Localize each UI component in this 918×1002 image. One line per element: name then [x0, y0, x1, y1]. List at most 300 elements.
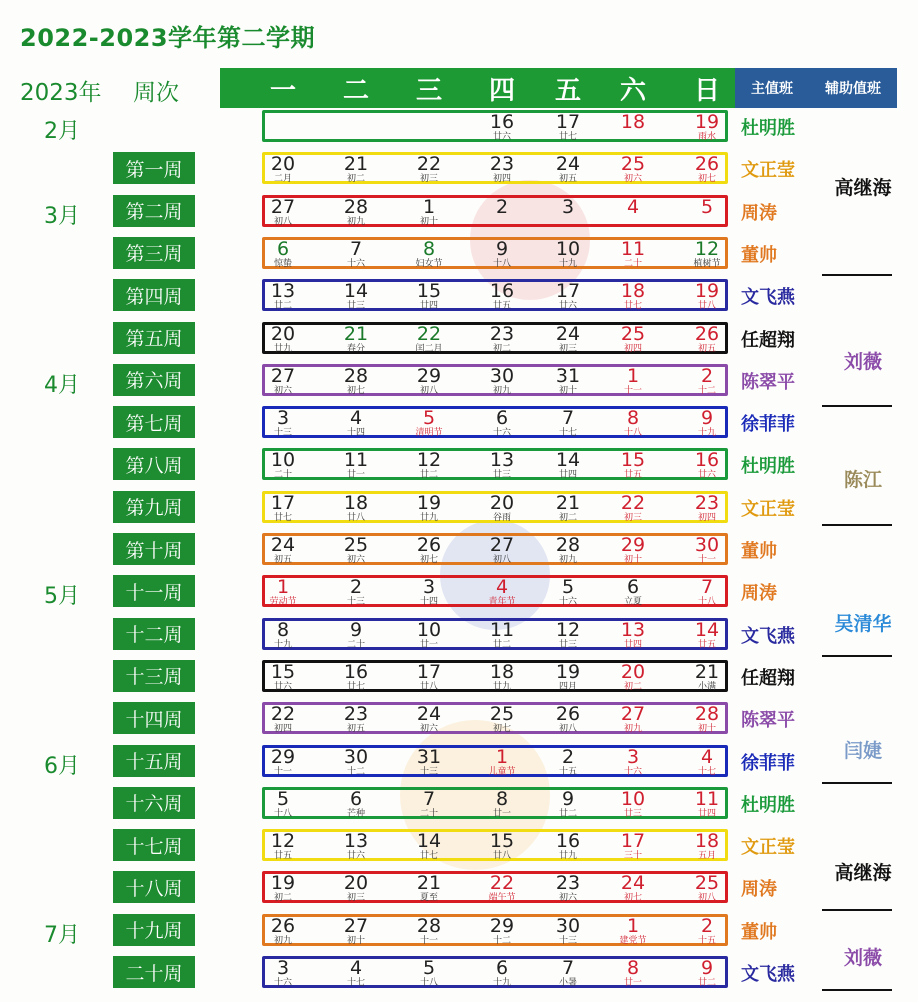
day-number: 24: [416, 703, 442, 726]
day-cell: [472, 747, 532, 777]
lunar-date: 三十: [623, 851, 642, 862]
main-duty-name: 徐菲菲: [741, 752, 795, 774]
lunar-date: 初六: [623, 174, 642, 185]
lunar-date: 廿二: [419, 470, 438, 481]
day-number: 21: [416, 872, 442, 895]
day-cell: [399, 197, 459, 227]
week-label: 第四周: [113, 279, 195, 311]
day-number: 6: [495, 407, 509, 430]
day-cell: [399, 493, 459, 523]
day-cell: [538, 281, 598, 311]
day-number: 2: [561, 745, 575, 768]
day-number: 27: [489, 534, 515, 556]
lunar-date: 初十: [346, 935, 365, 946]
day-cell: [472, 958, 532, 988]
lunar-date: 廿八: [492, 851, 511, 862]
lunar-date: 小满: [697, 681, 716, 692]
assist-duty-name: 刘薇: [843, 350, 882, 373]
day-cell: [253, 916, 313, 946]
weekday-header-1: 一: [269, 76, 296, 106]
day-number: 12: [270, 830, 296, 853]
day-number: 7: [349, 237, 363, 260]
day-number: 3: [626, 745, 640, 768]
day-cell: [603, 747, 663, 777]
day-cell: [677, 366, 737, 396]
day-number: 17: [270, 491, 296, 514]
lunar-date: 十一: [273, 766, 292, 777]
lunar-date: 廿四: [419, 301, 438, 312]
week-label: 十四周: [113, 702, 195, 734]
week-label: 第九周: [113, 491, 195, 523]
day-cell: [677, 154, 737, 184]
lunar-date: 初四: [697, 512, 716, 523]
day-number: 4: [495, 576, 509, 599]
day-number: 23: [489, 322, 515, 345]
day-number: 16: [489, 280, 515, 303]
day-number: 28: [694, 703, 720, 726]
lunar-date: 青年节: [488, 597, 516, 608]
day-cell: [538, 704, 598, 734]
lunar-date: 廿三: [492, 470, 511, 481]
day-cell: [677, 704, 737, 734]
week-label: 第十周: [113, 533, 195, 565]
day-cell: [538, 831, 598, 861]
day-number: 4: [626, 195, 640, 218]
day-cell: [472, 281, 532, 311]
lunar-date: 廿三: [623, 808, 642, 819]
day-cell: [472, 450, 532, 480]
day-number: 23: [694, 491, 720, 514]
lunar-date: 廿四: [558, 470, 577, 481]
lunar-date: 十八: [623, 428, 642, 439]
day-number: 21: [343, 153, 369, 176]
day-cell: [538, 577, 598, 607]
assist-separator-line: [822, 655, 892, 657]
day-cell: [399, 831, 459, 861]
main-duty-name: 文飞燕: [741, 964, 795, 985]
day-cell: [399, 789, 459, 819]
day-cell: [677, 620, 737, 650]
day-number: 14: [694, 618, 720, 641]
day-cell: [677, 450, 737, 480]
main-duty-name: 任超翔: [741, 329, 795, 351]
day-number: 25: [620, 322, 646, 345]
day-cell: [603, 154, 663, 184]
lunar-date: 十六: [273, 978, 292, 988]
month-label: 6月: [44, 753, 80, 779]
day-number: 2: [700, 364, 714, 387]
day-number: 9: [561, 787, 575, 810]
day-cell: [253, 408, 313, 438]
lunar-date: 春分: [346, 343, 365, 354]
day-cell: [538, 958, 598, 988]
day-number: 17: [620, 830, 646, 853]
day-cell: [603, 873, 663, 903]
day-cell: [326, 789, 386, 819]
lunar-date: 惊蛰: [273, 258, 292, 269]
day-cell: [253, 958, 313, 988]
day-number: 3: [276, 407, 290, 430]
main-duty-name: 陈翠平: [741, 371, 795, 393]
assist-separator-line: [822, 782, 892, 784]
month-label: 7月: [44, 922, 80, 948]
day-number: 13: [270, 280, 296, 303]
lunar-date: 十六: [346, 258, 365, 269]
lunar-date: 十二: [346, 766, 365, 777]
day-cell: [472, 535, 532, 565]
lunar-date: 初五: [697, 343, 716, 354]
lunar-date: 十二: [492, 935, 511, 946]
week-label: 第二周: [113, 195, 195, 227]
lunar-date: 初五: [273, 555, 292, 565]
day-cell: [326, 324, 386, 354]
day-cell: [399, 577, 459, 607]
day-cell: [538, 324, 598, 354]
main-duty-name: 周涛: [741, 202, 777, 224]
day-cell: [603, 535, 663, 565]
lunar-date: 端午节: [488, 893, 516, 904]
day-cell: [326, 281, 386, 311]
day-number: 9: [495, 237, 509, 260]
day-number: 24: [555, 322, 581, 345]
lunar-date: 二十: [419, 808, 438, 819]
main-duty-name: 杜明胜: [741, 794, 795, 816]
day-cell: [472, 577, 532, 607]
lunar-date: 十八: [697, 597, 716, 608]
lunar-date: 儿童节: [488, 766, 516, 777]
day-cell: [603, 958, 663, 988]
day-cell: [326, 493, 386, 523]
lunar-date: 十六: [623, 766, 642, 777]
day-cell: [326, 662, 386, 692]
day-number: 13: [489, 449, 515, 472]
day-number: 26: [555, 703, 581, 726]
day-cell: [399, 281, 459, 311]
day-number: 30: [555, 914, 581, 937]
assist-separator-line: [822, 989, 892, 991]
day-number: 6: [495, 957, 509, 979]
lunar-date: 十七: [558, 428, 577, 439]
day-number: 7: [561, 407, 575, 430]
day-cell: [326, 620, 386, 650]
lunar-date: 廿七: [346, 681, 365, 692]
day-number: 27: [270, 195, 296, 218]
week-label: 十七周: [113, 829, 195, 861]
lunar-date: 十九: [492, 978, 511, 988]
week-column-label: 周次: [133, 80, 179, 106]
lunar-date: 廿八: [697, 301, 716, 312]
day-cell: [603, 324, 663, 354]
main-duty-name: 文飞燕: [741, 287, 795, 309]
day-cell: [677, 535, 737, 565]
lunar-date: 清明节: [415, 428, 443, 439]
day-number: 17: [555, 280, 581, 303]
week-label: 第五周: [113, 322, 195, 354]
day-number: 23: [343, 703, 369, 726]
day-cell: [472, 916, 532, 946]
day-cell: [399, 704, 459, 734]
day-number: 16: [489, 111, 515, 133]
day-number: 14: [555, 449, 581, 472]
day-number: 28: [555, 534, 581, 556]
day-number: 15: [489, 830, 515, 853]
lunar-date: 初五: [558, 174, 577, 185]
day-cell: [253, 239, 313, 269]
day-cell: [538, 789, 598, 819]
lunar-date: 十三: [558, 935, 577, 946]
day-cell: [326, 831, 386, 861]
lunar-date: 二十: [273, 470, 292, 481]
day-number: 8: [626, 407, 640, 430]
lunar-date: 廿九: [273, 343, 292, 354]
day-cell: [399, 154, 459, 184]
day-cell: [603, 704, 663, 734]
lunar-date: 初五: [346, 724, 365, 735]
lunar-date: 廿五: [623, 470, 642, 481]
day-number: 29: [620, 534, 646, 556]
day-cell: [253, 704, 313, 734]
day-number: 4: [700, 745, 714, 768]
lunar-date: 廿一: [492, 808, 511, 819]
lunar-date: 廿一: [346, 470, 365, 481]
day-number: 30: [489, 364, 515, 387]
lunar-date: 十六: [558, 597, 577, 608]
day-number: 20: [270, 322, 296, 345]
day-cell: [253, 450, 313, 480]
day-number: 19: [555, 660, 581, 683]
weekday-header-3: 三: [415, 76, 442, 106]
day-cell: [326, 535, 386, 565]
assist-separator-line: [822, 524, 892, 526]
day-cell: [603, 112, 663, 132]
day-number: 27: [343, 914, 369, 937]
main-duty-name: 文飞燕: [741, 625, 795, 647]
main-duty-name: 任超翔: [741, 667, 795, 689]
day-number: 21: [343, 322, 369, 345]
week-label: 十九周: [113, 914, 195, 946]
main-duty-name: 陈翠平: [741, 710, 795, 732]
lunar-date: 雨水: [697, 132, 716, 142]
day-number: 18: [343, 491, 369, 514]
lunar-date: 十三: [419, 766, 438, 777]
day-number: 6: [276, 237, 290, 260]
day-cell: [472, 662, 532, 692]
assist-separator-line: [822, 274, 892, 276]
day-number: 20: [343, 872, 369, 895]
day-number: 11: [343, 449, 369, 472]
day-number: 23: [489, 153, 515, 176]
day-number: 28: [343, 364, 369, 387]
main-duty-name: 文正莹: [741, 837, 795, 859]
day-number: 29: [416, 364, 442, 387]
lunar-date: 初三: [623, 512, 642, 523]
main-duty-name: 周涛: [741, 583, 777, 605]
lunar-date: 初九: [273, 935, 292, 946]
lunar-date: 廿五: [697, 639, 716, 650]
week-label: 十六周: [113, 787, 195, 819]
day-cell: [253, 535, 313, 565]
lunar-date: 廿四: [623, 639, 642, 650]
day-number: 26: [694, 322, 720, 345]
day-cell: [472, 789, 532, 819]
day-cell: [253, 873, 313, 903]
lunar-date: 初七: [492, 724, 511, 735]
day-number: 14: [343, 280, 369, 303]
day-cell: [538, 747, 598, 777]
day-number: 30: [343, 745, 369, 768]
lunar-date: 夏至: [419, 893, 438, 904]
day-cell: [326, 239, 386, 269]
day-cell: [326, 450, 386, 480]
day-number: 8: [495, 787, 509, 810]
page-title: 2022-2023学年第二学期: [20, 24, 316, 52]
day-cell: [326, 747, 386, 777]
day-cell: [326, 366, 386, 396]
month-label: 3月: [44, 203, 80, 229]
day-cell: [253, 154, 313, 184]
lunar-date: 初六: [558, 893, 577, 904]
day-cell: [472, 620, 532, 650]
day-number: 19: [694, 111, 720, 133]
day-number: 22: [416, 153, 442, 176]
day-cell: [326, 577, 386, 607]
day-cell: [538, 916, 598, 946]
lunar-date: 廿九: [419, 512, 438, 523]
day-number: 3: [422, 576, 436, 599]
day-number: 8: [422, 237, 436, 260]
day-cell: [472, 831, 532, 861]
lunar-date: 植树节: [693, 258, 721, 269]
assist-duty-name: 刘薇: [843, 947, 882, 970]
week-label: 十五周: [113, 745, 195, 777]
day-cell: [472, 704, 532, 734]
day-cell: [472, 408, 532, 438]
day-number: 1: [495, 745, 509, 768]
day-cell: [603, 789, 663, 819]
day-number: 22: [489, 872, 515, 895]
day-number: 22: [416, 322, 442, 345]
main-duty-name: 徐菲菲: [741, 414, 795, 436]
lunar-date: 二十: [346, 639, 365, 650]
lunar-date: 十一: [697, 555, 716, 565]
day-number: 17: [416, 660, 442, 683]
day-number: 5: [276, 787, 290, 810]
week-label: 第六周: [113, 364, 195, 396]
day-cell: [603, 916, 663, 946]
lunar-date: 十七: [697, 766, 716, 777]
day-cell: [253, 662, 313, 692]
lunar-date: 廿三: [558, 639, 577, 650]
day-number: 9: [700, 957, 714, 979]
lunar-date: 初九: [492, 385, 511, 396]
day-number: 18: [620, 111, 646, 133]
day-cell: [603, 620, 663, 650]
day-cell: [538, 408, 598, 438]
day-cell: [677, 916, 737, 946]
lunar-date: 廿八: [419, 681, 438, 692]
week-label: 第三周: [113, 237, 195, 269]
day-cell: [253, 789, 313, 819]
weekday-header-5: 五: [554, 76, 581, 106]
lunar-date: 廿九: [558, 851, 577, 862]
lunar-date: 十八: [273, 808, 292, 819]
day-number: 2: [700, 914, 714, 937]
day-cell: [399, 450, 459, 480]
lunar-date: 初三: [419, 174, 438, 185]
day-cell: [253, 577, 313, 607]
day-number: 21: [555, 491, 581, 514]
day-cell: [603, 197, 663, 217]
day-cell: [538, 662, 598, 692]
lunar-date: 廿九: [492, 681, 511, 692]
day-number: 20: [620, 660, 646, 683]
day-number: 15: [416, 280, 442, 303]
lunar-date: 初六: [346, 555, 365, 565]
lunar-date: 初八: [492, 555, 511, 565]
lunar-date: 五月: [697, 851, 716, 862]
week-label: 十三周: [113, 660, 195, 692]
day-number: 7: [561, 957, 575, 979]
lunar-date: 妇女节: [415, 258, 443, 269]
lunar-date: 十八: [492, 258, 511, 269]
day-number: 1: [626, 364, 640, 387]
day-number: 2: [349, 576, 363, 599]
lunar-date: 劳动节: [269, 597, 297, 608]
day-cell: [326, 197, 386, 227]
day-number: 11: [620, 237, 646, 260]
lunar-date: 初七: [346, 385, 365, 396]
day-number: 12: [416, 449, 442, 472]
main-duty-name: 董帅: [741, 244, 777, 266]
day-cell: [253, 493, 313, 523]
day-cell: [399, 620, 459, 650]
day-cell: [472, 197, 532, 217]
weekday-header-4: 四: [488, 76, 515, 106]
day-cell: [253, 747, 313, 777]
day-cell: [472, 239, 532, 269]
day-number: 18: [620, 280, 646, 303]
lunar-date: 廿七: [419, 851, 438, 862]
lunar-date: 初二: [558, 512, 577, 523]
day-cell: [326, 873, 386, 903]
lunar-date: 廿二: [697, 978, 716, 988]
lunar-date: 廿五: [273, 851, 292, 862]
day-number: 19: [270, 872, 296, 895]
lunar-date: 初二: [273, 893, 292, 904]
lunar-date: 初九: [623, 724, 642, 735]
day-number: 6: [626, 576, 640, 599]
day-cell: [603, 239, 663, 269]
day-cell: [677, 662, 737, 692]
day-number: 17: [555, 111, 581, 133]
day-number: 20: [489, 491, 515, 514]
day-number: 31: [555, 364, 581, 387]
day-cell: [538, 197, 598, 217]
day-cell: [399, 239, 459, 269]
day-cell: [399, 408, 459, 438]
day-number: 5: [700, 195, 714, 218]
assist-separator-line: [822, 909, 892, 911]
lunar-date: 闰二月: [415, 343, 443, 354]
day-number: 12: [555, 618, 581, 641]
duty-header: [735, 68, 897, 108]
lunar-date: 初二: [492, 343, 511, 354]
assist-separator-line: [822, 405, 892, 407]
day-number: 1: [276, 576, 290, 599]
week-label: 第八周: [113, 448, 195, 480]
day-cell: [603, 577, 663, 607]
day-cell: [677, 239, 737, 269]
